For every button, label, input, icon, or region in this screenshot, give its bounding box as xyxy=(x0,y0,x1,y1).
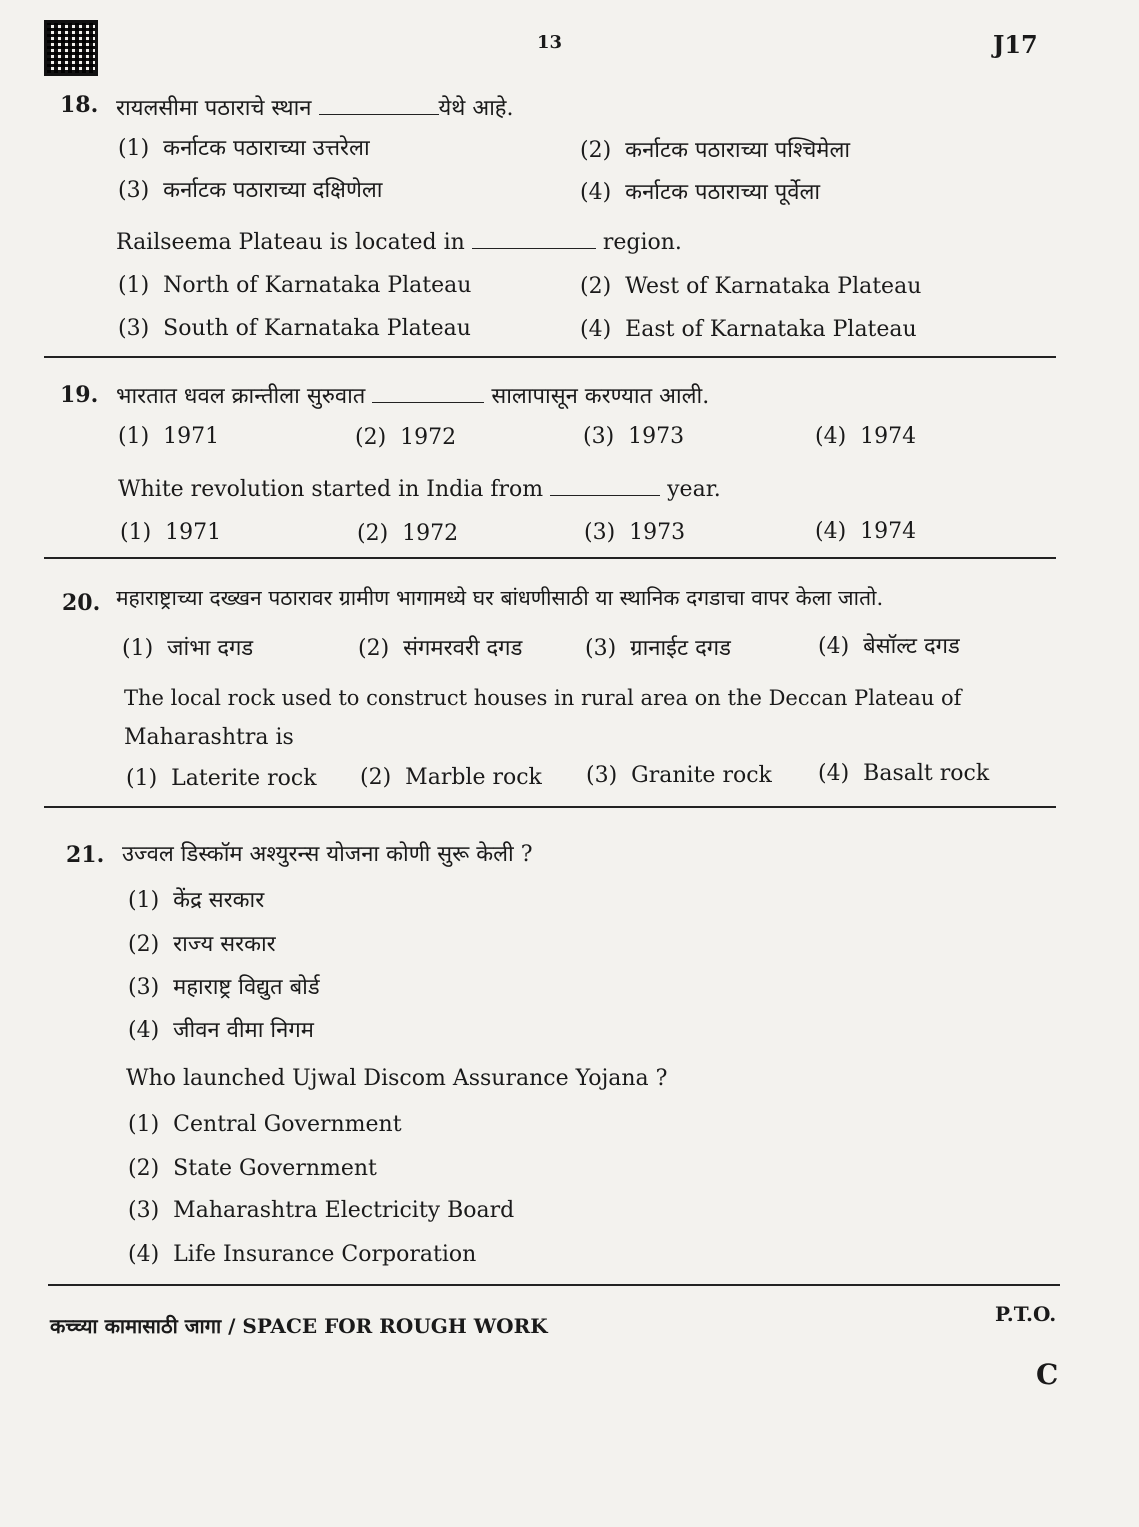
paper-code: J17 xyxy=(993,30,1038,59)
option: (3) महाराष्ट्र विद्युत बोर्ड xyxy=(128,975,320,1000)
question-number: 18. xyxy=(60,92,99,118)
question-text-marathi: रायलसीमा पठाराचे स्थान येथे आहे. xyxy=(116,96,514,121)
option: (4) 1974 xyxy=(815,519,917,544)
question-text-english: Maharashtra is xyxy=(124,725,294,750)
option: (1) Central Government xyxy=(128,1112,402,1137)
option: (2) West of Karnataka Plateau xyxy=(580,274,922,299)
option: (1) North of Karnataka Plateau xyxy=(118,273,472,298)
option: (3) Maharashtra Electricity Board xyxy=(128,1198,515,1223)
option: (3) 1973 xyxy=(583,424,685,449)
answer-blank xyxy=(372,402,484,403)
question-text-english: The local rock used to construct houses in rural area on the Deccan Plateau of xyxy=(124,686,962,710)
option: (3) Granite rock xyxy=(586,763,772,788)
option: (1) कर्नाटक पठाराच्या उत्तरेला xyxy=(118,136,370,161)
answer-blank xyxy=(550,495,660,496)
option: (1) केंद्र सरकार xyxy=(128,888,265,913)
rough-work-label: कच्च्या कामासाठी जागा / SPACE FOR ROUGH WORK xyxy=(50,1314,548,1338)
option: (4) जीवन वीमा निगम xyxy=(128,1018,314,1043)
option: (2) कर्नाटक पठाराच्या पश्चिमेला xyxy=(580,138,851,163)
option: (1) जांभा दगड xyxy=(122,636,254,661)
pto-label: P.T.O. xyxy=(995,1302,1057,1326)
question-number: 20. xyxy=(62,590,101,616)
option: (3) कर्नाटक पठाराच्या दक्षिणेला xyxy=(118,178,383,203)
question-text-marathi: भारतात धवल क्रान्तीला सुरुवात सालापासून करण्यात आली. xyxy=(116,384,710,409)
set-code: C xyxy=(1036,1358,1059,1391)
option: (4) 1974 xyxy=(815,424,917,449)
option: (4) Life Insurance Corporation xyxy=(128,1242,477,1267)
option: (1) 1971 xyxy=(118,424,220,449)
question-number: 19. xyxy=(60,382,99,408)
divider xyxy=(48,1284,1060,1286)
divider xyxy=(44,356,1056,358)
option: (2) 1972 xyxy=(355,425,457,450)
qr-code-icon xyxy=(44,20,98,76)
option: (2) 1972 xyxy=(357,521,459,546)
divider xyxy=(44,557,1056,559)
question-text-english: Who launched Ujwal Discom Assurance Yojana ? xyxy=(126,1066,668,1091)
option: (3) ग्रानाईट दगड xyxy=(585,636,731,661)
option: (3) South of Karnataka Plateau xyxy=(118,316,471,341)
question-text-marathi: महाराष्ट्राच्या दख्खन पठारावर ग्रामीण भागामध्ये घर बांधणीसाठी या स्थानिक दगडाचा वापर केला जातो. xyxy=(116,586,884,610)
page-number: 13 xyxy=(537,32,563,53)
question-text-english: White revolution started in India from year. xyxy=(118,477,721,502)
question-text-marathi: उज्वल डिस्कॉम अश्युरन्स योजना कोणी सुरू केली ? xyxy=(122,842,533,867)
option: (4) बेसॉल्ट दगड xyxy=(818,634,960,659)
option: (2) Marble rock xyxy=(360,765,542,790)
answer-blank xyxy=(472,248,596,249)
option: (1) 1971 xyxy=(120,520,222,545)
question-number: 21. xyxy=(66,842,105,868)
option: (3) 1973 xyxy=(584,520,686,545)
option: (4) कर्नाटक पठाराच्या पूर्वेला xyxy=(580,180,821,205)
question-text-english: Railseema Plateau is located in region. xyxy=(116,230,682,255)
option: (2) संगमरवरी दगड xyxy=(358,636,523,661)
option: (1) Laterite rock xyxy=(126,766,317,791)
option: (2) राज्य सरकार xyxy=(128,932,276,957)
answer-blank xyxy=(319,114,439,115)
option: (4) Basalt rock xyxy=(818,761,990,786)
divider xyxy=(44,806,1056,808)
option: (2) State Government xyxy=(128,1156,377,1181)
option: (4) East of Karnataka Plateau xyxy=(580,317,917,342)
